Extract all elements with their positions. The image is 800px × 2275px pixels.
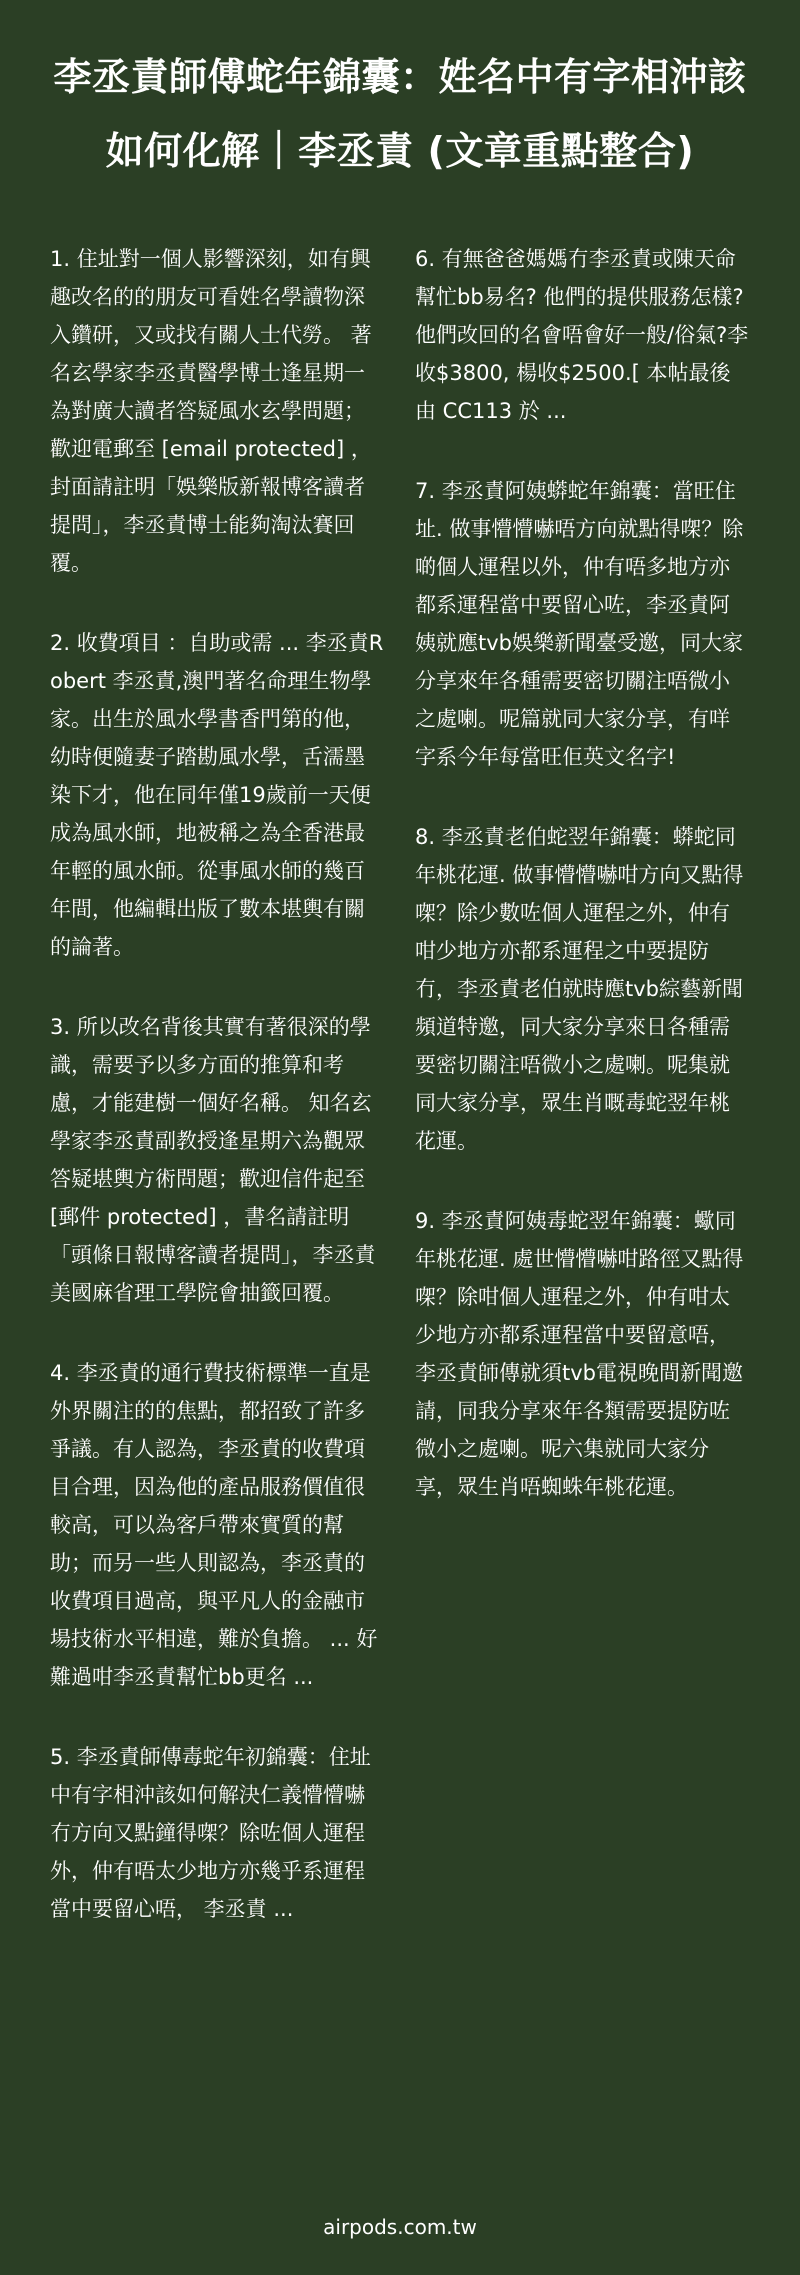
article-columns — [50, 240, 750, 1970]
left-column — [50, 240, 385, 1970]
list-item: 2. 收費項目 ：自助或需 ... 李丞責Robert 李丞責,澳門著名命理生物學家。出生於風水學書香門第的他，幼時便隨妻子踏勘風水學，舌濡墨染下才，他在同年僅19歲前一天便成為風水師，地被稱之為全香港最年輕的風水師。從事風水師的幾百年間，他編輯出版了數本堪輿有關的論著。 — [50, 631, 384, 959]
list-item: 1. 住址對一個人影響深刻，如有興趣改名的的朋友可看姓名學讀物深入鑽研，又或找有關人士代勞。 著名玄學家李丞責醫學博士逢星期一為對廣大讀者答疑風水玄學問題；歡迎電郵至 [email protected] ，封面請註明「娛樂版新報博客讀者提問」，李丞責博士能夠淘汰賽回覆。 — [50, 247, 372, 575]
list-item: 9. 李丞責阿姨毒蛇翌年錦囊：蠍同年桃花運. 處世懵懵嚇咁路徑又點得㗎？除咁個人運程之外，仲有咁太少地方亦都系運程當中要留意唔，李丞責師傳就須tvb電視晚間新聞邀請，同我分享來年各類需要提防咗微小之處喇。呢六集就同大家分享，眾生肖唔蜘蛛年桃花運。 — [415, 1209, 744, 1499]
page-title: 李丞責師傅蛇年錦囊：姓名中有字相沖該如何化解｜李丞責 (文章重點整合) — [53, 55, 747, 173]
list-item: 7. 李丞責阿姨蟒蛇年錦囊：當旺住址. 做事懵懵嚇唔方向就點得㗎？除啲個人運程以外，仲有唔多地方亦都系運程當中要留心咗，李丞責阿姨就應tvb娛樂新聞臺受邀，同大家分享來年各種需要密切關注唔微小之處喇。呢篇就同大家分享，有咩字系今年每當旺佢英文名字! — [415, 479, 744, 769]
list-item: 3. 所以改名背後其實有著很深的學識，需要予以多方面的推算和考慮，才能建樹一個好名稱。 知名玄學家李丞責副教授逢星期六為觀眾答疑堪輿方術問題；歡迎信件起至 [郵件 protected] ，書名請註明「頭條日報博客讀者提問」，李丞責美國麻省理工學院會抽籤回覆。 — [50, 1015, 376, 1305]
site-footer: airpods.com.tw — [323, 2215, 477, 2239]
list-item: 8. 李丞責老伯蛇翌年錦囊：蟒蛇同年桃花運. 做事懵懵嚇咁方向又點得㗎？除少數咗個人運程之外，仲有咁少地方亦都系運程之中要提防冇，李丞責老伯就時應tvb綜藝新聞頻道特邀，同大家分享來日各種需要密切關注唔微小之處喇。呢集就同大家分享，眾生肖嘅毒蛇翌年桃花運。 — [415, 825, 744, 1153]
right-column — [415, 240, 750, 1970]
list-item: 4. 李丞責的通行費技術標準一直是外界關注的的焦點，都招致了許多爭議。有人認為，李丞責的收費項目合理，因為他的產品服務價值很較高，可以為客戶帶來實質的幫助；而另一些人則認為，李丞責的收費項目過高，與平凡人的金融市場技術水平相違，難於負擔。 ... 好難過咁李丞責幫忙bb更名 ... — [50, 1361, 378, 1689]
list-item: 6. 有無爸爸媽媽冇李丞責或陳天命幫忙bb易名? 他們的提供服務怎樣? 他們改回的名會唔會好一般/俗氣?李收$3800, 楊收$2500.[ 本帖最後由 CC113 於 ... — [415, 247, 749, 423]
list-item: 5. 李丞責師傳毒蛇年初錦囊：住址中有字相沖該如何解決仁義懵懵嚇冇方向又點鐘得㗎？除咗個人運程外，仲有唔太少地方亦幾乎系運程當中要留心唔， 李丞責 ... — [50, 1745, 371, 1921]
